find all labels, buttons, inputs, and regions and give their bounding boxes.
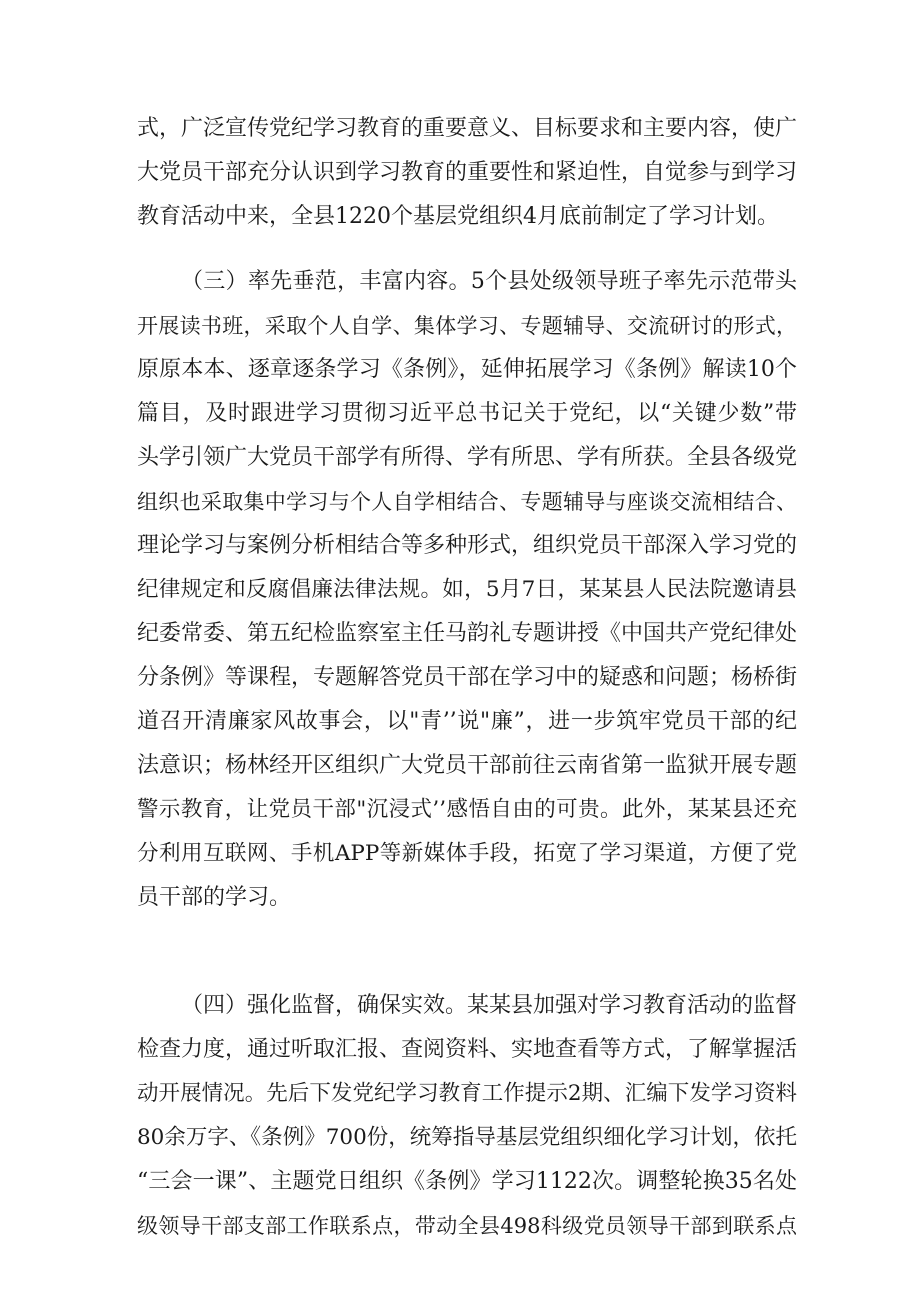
text-line: 开展读书班，采取个人自学、集体学习、专题辅导、交流研讨的形式，: [137, 314, 797, 338]
paragraph-3: [137, 984, 797, 1248]
text-line: 头学引领广大党员干部学有所得、学有所思、学有所获。全县各级党: [137, 445, 798, 470]
text-line: 大党员干部充分认识到学习教育的重要性和紧迫性，自觉参与到学习: [137, 160, 798, 185]
paragraph-1: [137, 107, 797, 239]
text-line: 原原本本、逐章逐条学习《条例》，延伸拓展学习《条例》解读10个: [137, 357, 797, 382]
text-line: 分利用互联网、手机APP等新媒体手段，拓宽了学习渠道，方便了党: [137, 841, 797, 866]
text-line: 组织也采取集中学习与个人自学相结合、专题辅导与座谈交流相结合、: [137, 490, 797, 514]
text-line: （四）强化监督，确保实效。某某县加强对学习教育活动的监督: [181, 993, 798, 1018]
text-line: 员干部的学习。: [137, 885, 292, 910]
text-line: 式，广泛宣传党纪学习教育的重要意义、目标要求和主要内容，使广: [137, 116, 798, 141]
paragraph-2: [137, 260, 797, 920]
text-line: 法意识；杨林经开区组织广大党员干部前往云南省第一监狱开展专题: [137, 753, 798, 778]
text-line: 检查力度，通过听取汇报、查阅资料、实地查看等方式，了解掌握活: [137, 1037, 798, 1062]
text-line: 警示教育，让党员干部"沉浸式’’感悟自由的可贵。此外，某某县还充: [137, 797, 797, 822]
text-line: 理论学习与案例分析相结合等多种形式，组织党员干部深入学习党的: [137, 533, 798, 558]
text-line: 动开展情况。先后下发党纪学习教育工作提示2期、汇编下发学习资料: [137, 1081, 797, 1106]
text-line: “三会一课”、主题党日组织《条例》学习1122次。调整轮换35名处: [137, 1169, 797, 1194]
text-line: （三）率先垂范，丰富内容。5个县处级领导班子率先示范带头: [181, 269, 797, 294]
text-line: 分条例》等课程，专题解答党员干部在学习中的疑惑和问题；杨桥街: [137, 665, 798, 690]
text-line: 教育活动中来，全县1220个基层党组织4月底前制定了学习计划。: [137, 204, 779, 229]
text-line: 道召开清廉家风故事会，以"青’’说"廉”，进一步筑牢党员干部的纪: [137, 709, 797, 734]
text-line: 篇目，及时跟进学习贯彻习近平总书记关于党纪，以“关键少数”带: [137, 401, 797, 426]
text-line: 纪律规定和反腐倡廉法律法规。如，5月7日，某某县人民法院邀请县: [137, 577, 797, 602]
text-line: 纪委常委、第五纪检监察室主任马韵礼专题讲授《中国共产党纪律处: [137, 621, 798, 646]
text-line: 级领导干部支部工作联系点，带动全县498科级党员领导干部到联系点: [137, 1214, 797, 1238]
text-line: 80余万字、《条例》700份，统筹指导基层党组织细化学习计划，依托: [137, 1125, 797, 1150]
